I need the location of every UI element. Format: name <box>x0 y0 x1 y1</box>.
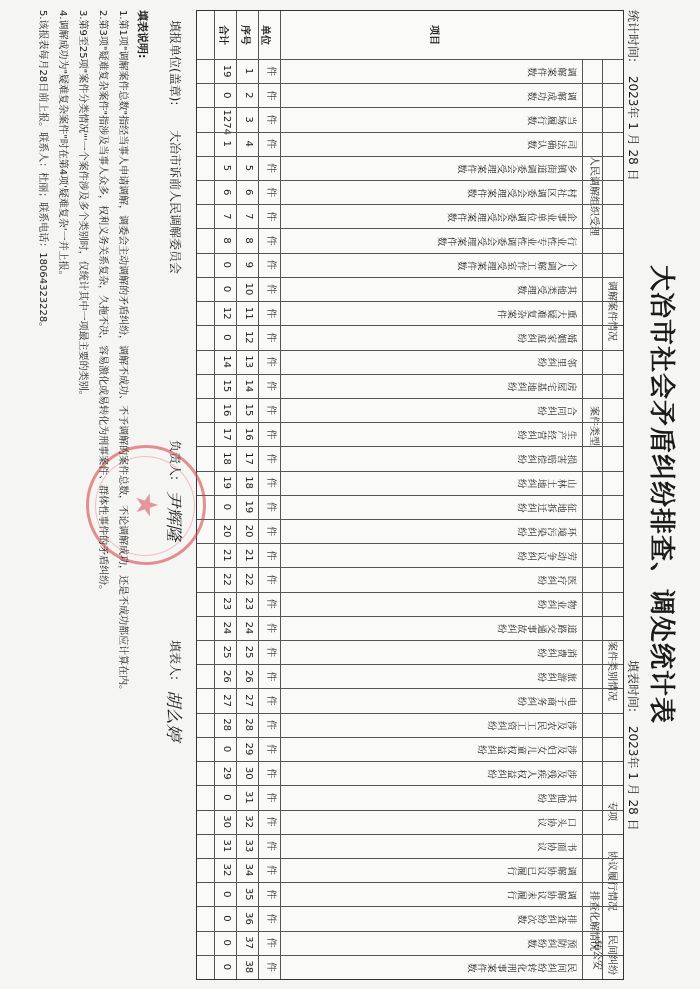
total-cell: 22 <box>221 573 232 586</box>
column-divider <box>197 422 623 423</box>
serial-cell: 22 <box>243 573 254 586</box>
column-divider <box>197 906 623 907</box>
column-header: 预防纠纷数 <box>527 936 577 948</box>
total-cell: 21 <box>221 548 232 562</box>
column-header: 电子商务纠纷 <box>517 694 577 706</box>
column-divider <box>197 567 623 568</box>
serial-cell: 38 <box>243 960 254 974</box>
column-divider <box>197 761 623 762</box>
column-header: 道路交通事故纠纷 <box>497 621 577 633</box>
group-types: 案件类型 <box>588 406 599 446</box>
unit-cell: 件 <box>265 840 276 851</box>
total-cell: 0 <box>221 503 232 511</box>
column-header: 涉及妇女儿童权益纠纷 <box>477 742 577 754</box>
unit-cell: 件 <box>265 574 276 585</box>
column-divider <box>197 132 623 133</box>
column-header: 物业纠纷 <box>537 597 577 609</box>
column-divider <box>197 785 623 786</box>
unit-cell: 件 <box>265 90 276 101</box>
serial-cell: 28 <box>243 718 254 732</box>
column-divider <box>197 374 623 375</box>
unit-cell: 件 <box>265 380 276 391</box>
column-header: 涉及农民工工资纠纷 <box>487 718 577 730</box>
report-value: 2023年 1 月 28 日 <box>626 725 640 831</box>
column-divider <box>197 301 623 302</box>
unit-cell: 件 <box>265 913 276 924</box>
serial-cell: 8 <box>243 237 254 244</box>
note-item: 5.该报表每月28日前上报。联系人：杜丽；联系电话：18064323228。 <box>37 10 48 333</box>
column-header: 口头协议 <box>537 815 577 827</box>
serial-cell: 13 <box>243 355 254 368</box>
unit-cell: 件 <box>265 211 276 222</box>
group-protocol: 协议履行情况 <box>606 851 617 911</box>
total-cell: 14 <box>221 355 232 368</box>
column-divider <box>197 664 623 665</box>
column-divider <box>197 471 623 472</box>
total-cell: 18 <box>221 452 232 465</box>
column-divider <box>197 592 623 593</box>
serial-cell: 7 <box>243 213 254 220</box>
column-header: 山林土地纠纷 <box>517 476 577 488</box>
filler-label: 填表人: <box>168 640 182 681</box>
total-cell: 17 <box>221 427 232 441</box>
column-divider <box>197 834 623 835</box>
serial-cell: 17 <box>243 452 254 465</box>
filler-signature: 胡么婷 <box>163 690 183 741</box>
column-header: 行业性专业性调委会受理案件数 <box>437 234 577 246</box>
unit-cell: 件 <box>265 865 276 876</box>
notes-title: 填表说明: <box>136 10 149 59</box>
column-divider <box>197 810 623 811</box>
unit-cell: 件 <box>265 961 276 972</box>
column-header: 损害赔偿纠纷 <box>517 452 577 464</box>
total-cell: 15 <box>221 379 232 393</box>
column-divider <box>197 713 623 714</box>
total-cell: 0 <box>221 285 232 293</box>
total-cell: 0 <box>221 745 232 753</box>
unit-cell: 件 <box>265 284 276 294</box>
column-header: 医疗纠纷 <box>537 573 577 585</box>
unit-cell: 件 <box>265 550 276 561</box>
unit-cell: 件 <box>265 816 276 827</box>
unit-cell: 件 <box>265 744 276 754</box>
serial-cell: 25 <box>243 645 254 659</box>
total-cell: 0 <box>221 963 232 971</box>
unit-cell: 件 <box>265 235 276 246</box>
column-divider <box>197 446 623 447</box>
column-divider <box>197 398 623 399</box>
column-header: 涉及残疾人权益纠纷 <box>487 767 577 779</box>
serial-cell: 31 <box>243 791 254 804</box>
column-divider <box>197 882 623 883</box>
total-cell: 8 <box>221 237 232 244</box>
column-header: 书面协议 <box>537 839 577 851</box>
column-header: 调解协议已履行 <box>507 863 577 875</box>
serial-cell: 30 <box>243 766 254 780</box>
serial-cell: 4 <box>243 140 254 147</box>
column-divider <box>197 180 623 181</box>
serial-cell: 16 <box>243 427 254 441</box>
column-divider <box>197 107 623 108</box>
column-header: 企事业单位调委会受理案件数 <box>447 210 577 222</box>
page-title: 大冶市社会矛盾纠纷排查、调处统计表 <box>646 264 676 724</box>
unit-cell: 件 <box>265 356 276 367</box>
group-investigation: 排查化解情况 <box>588 891 599 951</box>
unit-cell: 件 <box>265 453 276 464</box>
column-divider <box>197 325 623 326</box>
total-cell: 1 <box>221 140 232 147</box>
column-header: 劳动争议纠纷 <box>517 549 577 561</box>
report-label: 填表时间: <box>626 660 640 713</box>
total-cell: 6 <box>221 188 232 196</box>
serial-cell: 6 <box>243 188 254 196</box>
group-special: 专项 <box>606 801 617 821</box>
unit-cell: 件 <box>265 695 276 706</box>
column-divider <box>197 228 623 229</box>
column-header: 消费纠纷 <box>537 646 577 658</box>
row-label-item: 项目 <box>428 25 439 45</box>
unit-cell: 件 <box>265 114 276 125</box>
total-cell: 5 <box>221 164 232 172</box>
group-accepted: 人民调解组织受理 <box>588 156 599 236</box>
unit-cell: 件 <box>265 647 276 658</box>
column-divider <box>197 858 623 859</box>
column-header: 乡镇街道调委会受理案件数 <box>457 161 577 173</box>
column-divider <box>197 519 623 520</box>
note-item: 1.第1项"调解案件总数"指经当事人申请调解，调委会主动调解的矛盾纠纷，调解不成功、不予调解的案件总数，不论调解成功，还是不成功都应计算在内。 <box>117 10 128 696</box>
column-divider <box>197 277 623 278</box>
notes-section <box>32 10 152 970</box>
serial-cell: 20 <box>243 524 254 538</box>
column-header: 调解成功数 <box>527 89 577 101</box>
column-header: 村社区调委会受理案件数 <box>467 186 577 198</box>
serial-cell: 34 <box>243 863 254 877</box>
unit-cell: 件 <box>265 477 276 488</box>
row-label-serial: 序号 <box>239 25 250 45</box>
note-item: 2.第3项"疑难复杂案件"指涉及当事人众多，权利义务关系复杂，久拖不决，容易激化或易转化为刑事案件、群体性事件的矛盾纠纷。 <box>97 10 108 596</box>
note-item: 4.调解成功为"疑难复杂案件"时在第4项'疑难复杂'一并上报。 <box>57 10 68 281</box>
serial-cell: 15 <box>243 403 254 417</box>
total-cell: 0 <box>221 334 232 341</box>
unit-value: 大冶市诉前人民调解委员会 <box>168 130 182 275</box>
column-header: 环境污染纠纷 <box>517 525 577 537</box>
unit-cell: 件 <box>265 405 276 416</box>
serial-cell: 10 <box>243 282 254 296</box>
period-label: 统计时间: <box>626 10 640 63</box>
column-divider <box>197 156 623 157</box>
total-cell: 0 <box>221 939 232 946</box>
serial-cell: 1 <box>243 67 254 75</box>
column-divider <box>197 616 623 617</box>
serial-cell: 5 <box>243 164 254 172</box>
total-cell: 1274 <box>221 109 232 135</box>
unit-cell: 件 <box>265 671 276 682</box>
serial-cell: 33 <box>243 839 254 853</box>
unit-cell: 件 <box>265 66 276 77</box>
column-divider <box>197 955 623 956</box>
leader-label: 负责人: <box>168 440 182 481</box>
serial-cell: 9 <box>243 261 254 268</box>
column-divider <box>197 640 623 641</box>
total-cell: 0 <box>221 794 232 801</box>
unit-cell: 件 <box>265 429 276 440</box>
total-cell: 0 <box>221 92 232 99</box>
column-header: 其他类受理数 <box>517 282 577 294</box>
total-cell: 31 <box>221 839 232 853</box>
period-info <box>625 10 642 191</box>
total-cell: 19 <box>221 476 232 490</box>
column-header: 生产经营纠纷 <box>517 428 577 440</box>
unit-cell: 件 <box>265 526 276 537</box>
serial-cell: 11 <box>243 306 254 320</box>
column-header: 房屋宅基地纠纷 <box>507 379 577 391</box>
statistics-table <box>196 10 624 980</box>
unit-cell: 件 <box>265 162 276 173</box>
serial-cell: 21 <box>243 548 254 562</box>
column-header: 调解协议未履行 <box>507 888 577 900</box>
note-item: 3.第9至25项"案件分类情况"'一个案件涉及多个类别时，仅统计其中一项最主要的类别。 <box>77 10 88 401</box>
column-header: 调解案件数 <box>527 65 577 77</box>
column-divider <box>197 688 623 689</box>
total-cell: 28 <box>221 718 232 732</box>
column-header: 合同纠纷 <box>537 403 577 415</box>
serial-cell: 24 <box>243 621 254 635</box>
total-cell: 23 <box>221 597 232 611</box>
column-header: 邻里纠纷 <box>537 355 577 367</box>
total-cell: 16 <box>221 403 232 417</box>
total-cell: 30 <box>221 815 232 828</box>
row-label-total: 合计 <box>217 25 228 45</box>
unit-cell: 件 <box>265 187 276 198</box>
unit-cell: 件 <box>265 259 276 270</box>
serial-cell: 12 <box>243 331 254 344</box>
unit-cell: 件 <box>265 138 276 149</box>
column-divider <box>197 495 623 496</box>
serial-cell: 2 <box>243 92 254 99</box>
serial-cell: 23 <box>243 597 254 611</box>
column-header: 重大疑难复杂案件 <box>497 307 577 319</box>
serial-cell: 29 <box>243 742 254 756</box>
serial-cell: 35 <box>243 887 254 901</box>
unit-cell: 件 <box>265 332 276 343</box>
total-cell: 25 <box>221 645 232 659</box>
serial-cell: 19 <box>243 500 254 514</box>
column-header: 婚姻家庭纠纷 <box>517 331 577 343</box>
serial-cell: 32 <box>243 815 254 828</box>
unit-cell: 件 <box>265 598 276 609</box>
column-divider <box>197 253 623 254</box>
column-divider <box>197 543 623 544</box>
column-header: 司法确认数 <box>527 137 577 149</box>
total-cell: 27 <box>221 694 232 707</box>
column-header: 旅游纠纷 <box>537 670 577 682</box>
column-divider <box>197 931 623 932</box>
column-header: 排查纠纷次数 <box>517 912 577 924</box>
period-value: 2023年 1 月 28 日 <box>626 75 640 181</box>
unit-cell: 件 <box>265 768 276 779</box>
unit-cell: 件 <box>265 308 276 319</box>
serial-cell: 36 <box>243 912 254 925</box>
label-column-divider <box>197 59 623 60</box>
serial-cell: 37 <box>243 936 254 950</box>
column-divider <box>197 350 623 351</box>
unit-cell: 件 <box>265 792 276 803</box>
column-divider <box>197 83 623 84</box>
column-header: 当场履行数 <box>527 113 577 125</box>
serial-cell: 3 <box>243 116 254 123</box>
group-cases-detail: 案件类别情况 <box>606 641 617 701</box>
total-cell: 32 <box>221 863 232 877</box>
unit-cell: 件 <box>265 937 276 948</box>
total-cell: 7 <box>221 213 232 220</box>
total-cell: 0 <box>221 891 232 898</box>
column-header: 征地拆迁纠纷 <box>517 500 577 512</box>
total-cell: 20 <box>221 524 232 538</box>
unit-cell: 件 <box>265 501 276 512</box>
group-mediation: 调解案件情况 <box>606 281 617 341</box>
column-header: 其他纠纷 <box>537 791 577 803</box>
group-public-security: 民间纠纷转公安 <box>591 935 617 975</box>
report-info <box>625 660 642 841</box>
serial-cell: 27 <box>243 694 254 707</box>
column-divider <box>197 204 623 205</box>
serial-cell: 26 <box>243 669 254 683</box>
total-cell: 26 <box>221 669 232 683</box>
column-header: 民间纠纷转化刑事案件数 <box>467 960 577 972</box>
unit-cell: 件 <box>265 719 276 730</box>
serial-cell: 18 <box>243 476 254 490</box>
star-icon: ★ <box>128 491 164 519</box>
column-header: 个人调解工作室受理案件数 <box>457 258 577 270</box>
total-cell: 29 <box>221 766 232 780</box>
row-label-unit: 单位 <box>259 25 270 45</box>
unit-cell: 件 <box>265 622 276 633</box>
total-cell: 12 <box>221 306 232 320</box>
unit-cell: 件 <box>265 889 276 900</box>
serial-cell: 14 <box>243 379 254 393</box>
column-divider <box>197 737 623 738</box>
leader-signature: 尹辉隆 <box>163 490 183 541</box>
total-cell: 24 <box>221 621 232 635</box>
unit-label: 填报单位(盖章): <box>168 20 182 106</box>
total-cell: 0 <box>221 261 232 268</box>
total-cell: 19 <box>221 64 232 78</box>
total-cell: 0 <box>221 915 232 922</box>
